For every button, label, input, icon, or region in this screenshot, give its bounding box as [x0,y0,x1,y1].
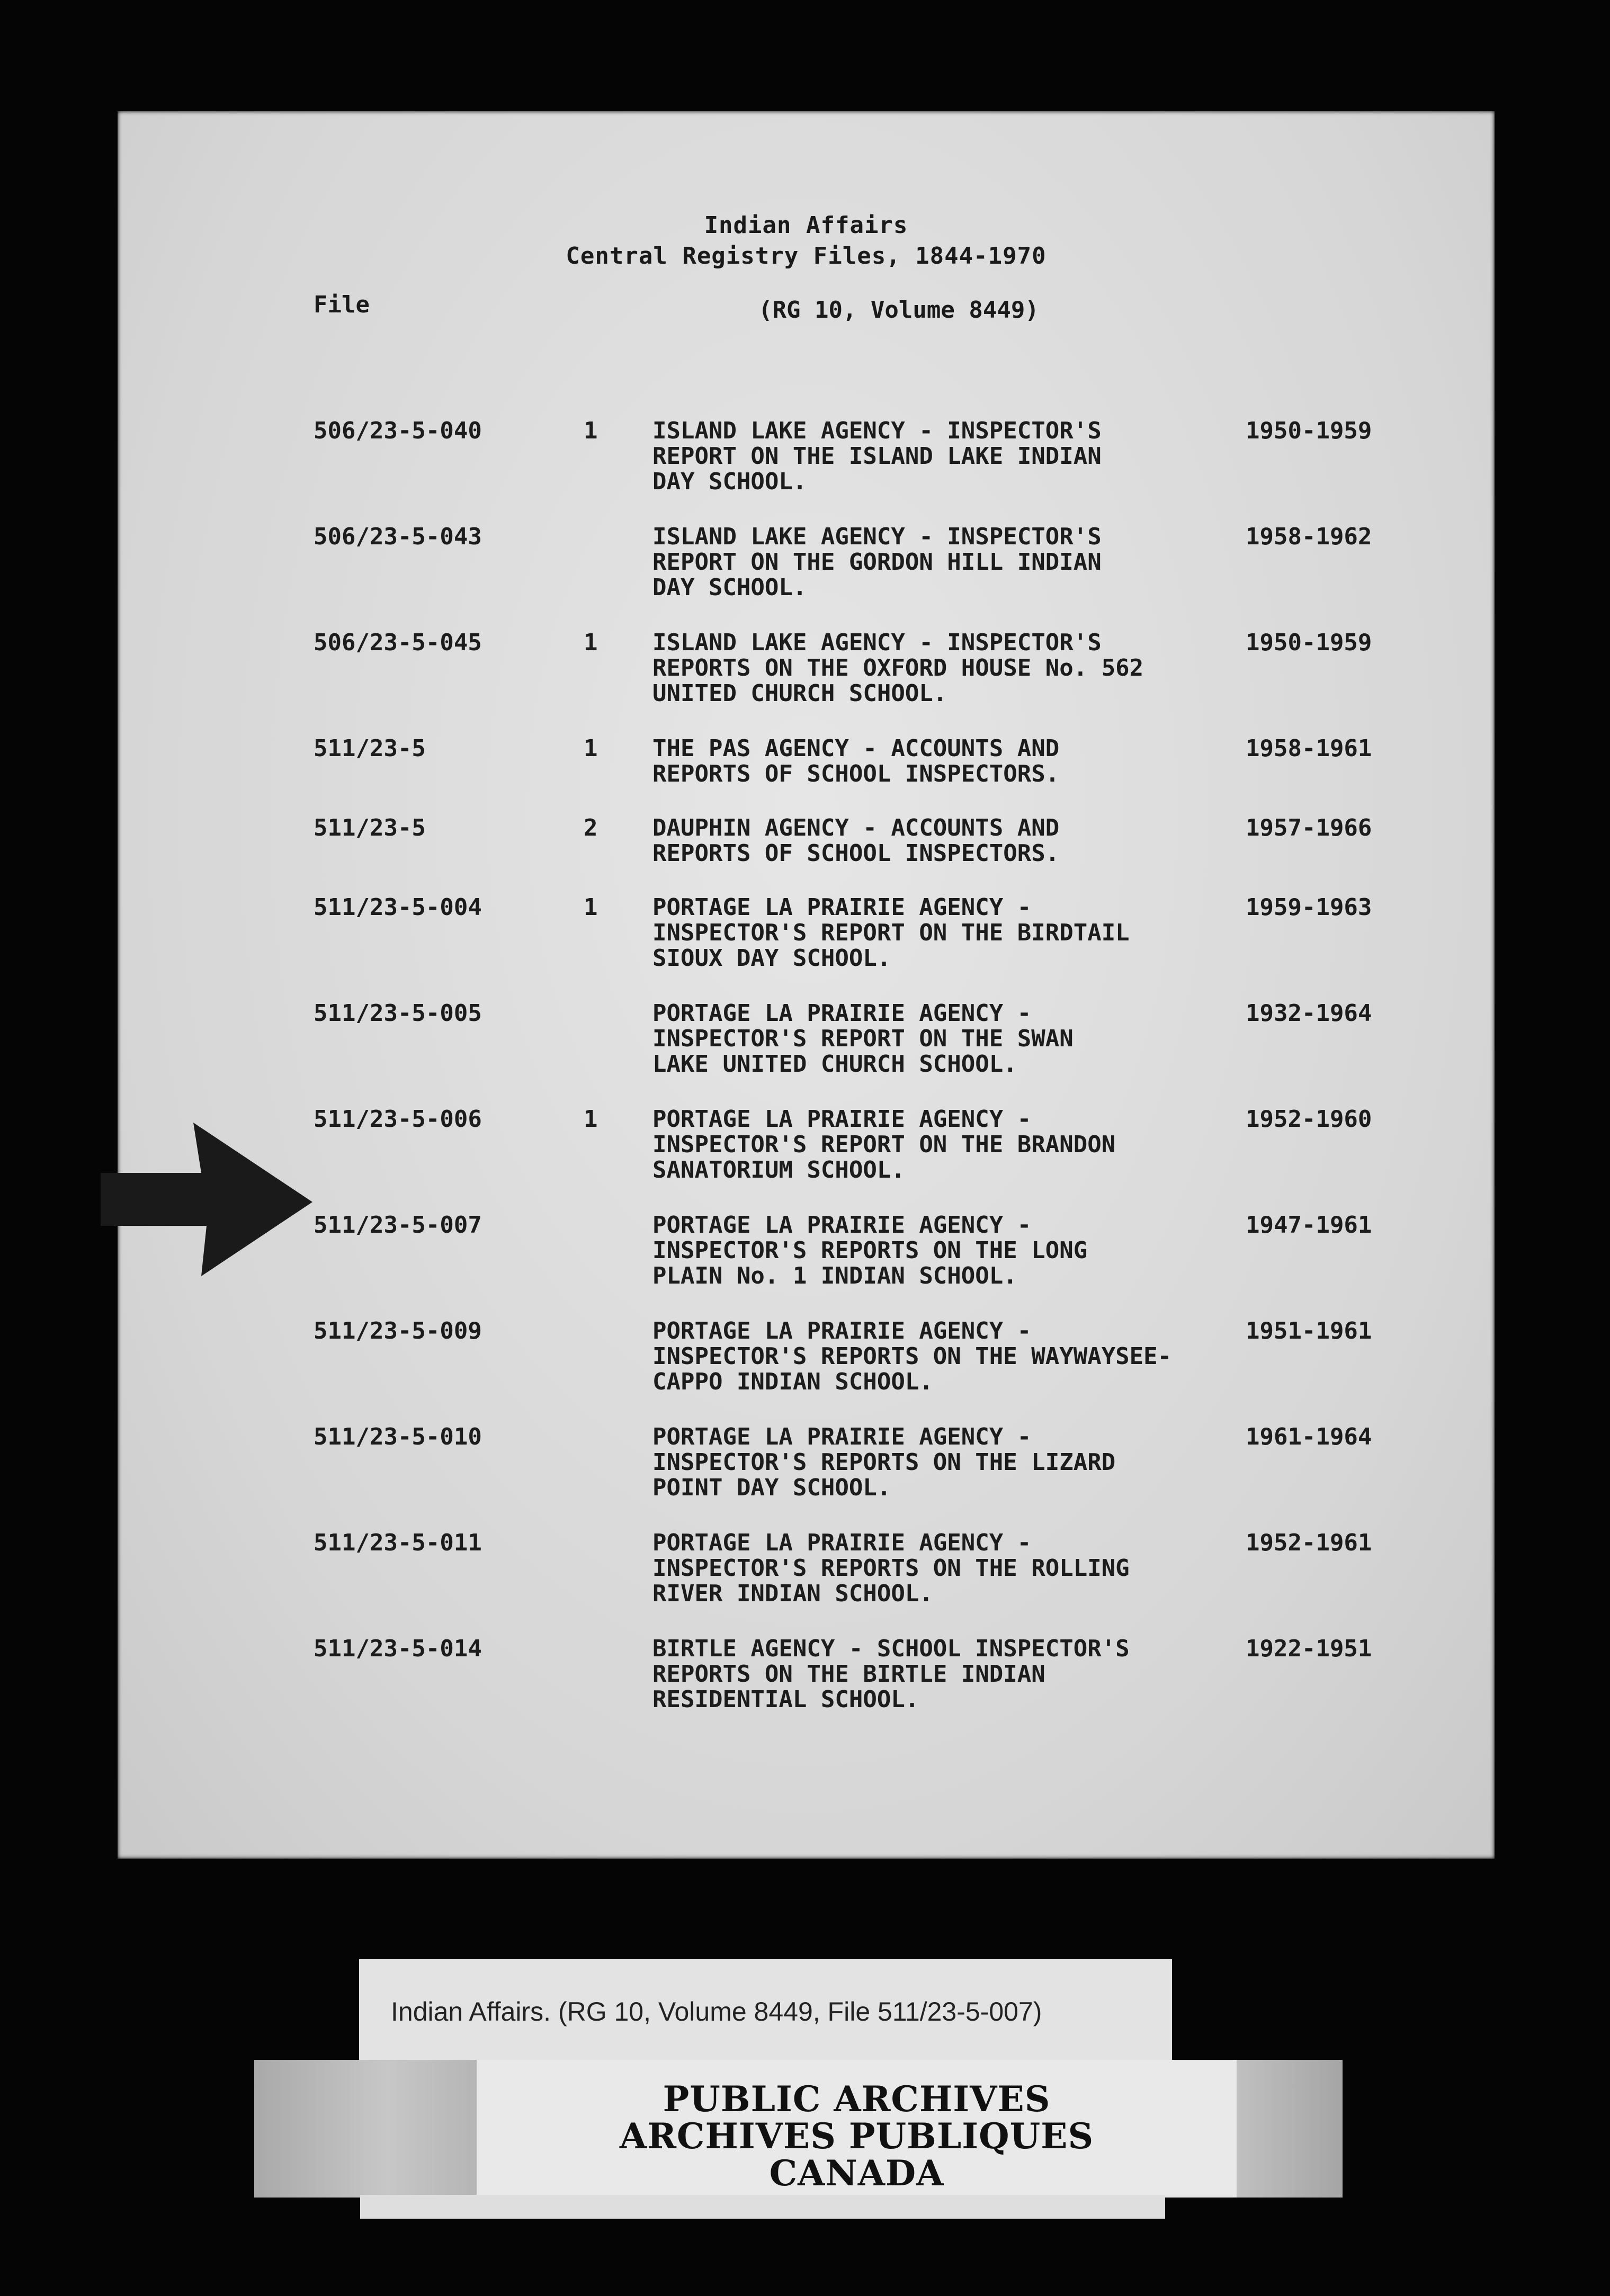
file-description [652,418,1262,495]
description-line: RIVER INDIAN SCHOOL. [652,1580,933,1607]
date-range: 1958-1962 [1246,523,1372,550]
date-range: 1961-1964 [1246,1423,1372,1450]
tape-left [254,2060,477,2198]
file-description [652,1213,1262,1289]
file-description [652,1530,1262,1607]
file-description [652,1636,1262,1712]
file-description [652,1001,1262,1077]
file-number: 511/23-5-006 [314,1106,482,1133]
file-entry [118,1001,1495,1080]
file-number: 511/23-5-004 [314,894,482,921]
stamp-line-3: CANADA [769,2152,944,2194]
file-number: 511/23-5-011 [314,1529,482,1556]
description-line: LAKE UNITED CHURCH SCHOOL. [652,1051,1017,1078]
description-line: REPORTS ON THE BIRTLE INDIAN [652,1661,1045,1688]
stamp-line-1: PUBLIC ARCHIVES [663,2078,1051,2120]
file-number: 511/23-5-014 [314,1635,482,1662]
description-line: SIOUX DAY SCHOOL. [652,945,891,972]
date-range: 1957-1966 [1246,814,1372,841]
bottom-card-edge [360,2195,1165,2219]
date-range: 1950-1959 [1246,629,1372,656]
description-line: INSPECTOR'S REPORTS ON THE LONG [652,1237,1088,1264]
volume-number: 1 [584,629,598,656]
description-line: BIRTLE AGENCY - SCHOOL INSPECTOR'S [652,1635,1130,1662]
description-line: DAY SCHOOL. [652,574,807,601]
date-range: 1952-1961 [1246,1529,1372,1556]
file-reference-text: Indian Affairs. (RG 10, Volume 8449, File 511/23-5-007) [391,1997,1042,2026]
description-line: DAUPHIN AGENCY - ACCOUNTS AND [652,814,1060,841]
file-number: 511/23-5-009 [314,1317,482,1344]
description-line: ISLAND LAKE AGENCY - INSPECTOR'S [652,417,1102,444]
date-range: 1922-1951 [1246,1635,1372,1662]
description-line: UNITED CHURCH SCHOOL. [652,680,947,707]
volume-number: 1 [584,894,598,921]
file-entry [118,736,1495,815]
description-line: PORTAGE LA PRAIRIE AGENCY - [652,1212,1032,1239]
description-line: CAPPO INDIAN SCHOOL. [652,1368,933,1395]
date-range: 1947-1961 [1246,1212,1372,1239]
description-line: PORTAGE LA PRAIRIE AGENCY - [652,1000,1032,1027]
file-label-card [359,1959,1172,2076]
description-line: INSPECTOR'S REPORTS ON THE LIZARD [652,1449,1116,1476]
file-column-label: File [314,291,370,318]
archives-stamp [254,2060,1343,2198]
date-range: 1959-1963 [1246,894,1372,921]
file-description [652,815,1262,866]
file-number: 506/23-5-040 [314,417,482,444]
description-line: REPORT ON THE GORDON HILL INDIAN [652,549,1102,576]
file-number: 506/23-5-045 [314,629,482,656]
description-line: ISLAND LAKE AGENCY - INSPECTOR'S [652,629,1102,656]
description-line: INSPECTOR'S REPORTS ON THE ROLLING [652,1555,1130,1582]
record-group-volume: (RG 10, Volume 8449) [758,297,1039,324]
date-range: 1952-1960 [1246,1106,1372,1133]
description-line: ISLAND LAKE AGENCY - INSPECTOR'S [652,523,1102,550]
file-description [652,736,1262,787]
file-description [652,1319,1262,1395]
description-line: PORTAGE LA PRAIRIE AGENCY - [652,1106,1032,1133]
stamp-panel [477,2060,1237,2198]
description-line: INSPECTOR'S REPORT ON THE SWAN [652,1025,1074,1052]
file-entry [118,630,1495,710]
file-entry [118,815,1495,895]
file-entry [118,1107,1495,1186]
file-entry [118,1530,1495,1610]
file-entry [118,1213,1495,1292]
file-number: 511/23-5 [314,735,426,762]
date-range: 1951-1961 [1246,1317,1372,1344]
volume-number: 1 [584,1106,598,1133]
date-range: 1958-1961 [1246,735,1372,762]
arrow-right-icon [101,1123,312,1276]
file-number: 511/23-5-010 [314,1423,482,1450]
description-line: INSPECTOR'S REPORT ON THE BIRDTAIL [652,919,1130,946]
description-line: REPORT ON THE ISLAND LAKE INDIAN [652,443,1102,470]
header-subtitle: Central Registry Files, 1844-1970 [566,243,1046,270]
description-line: PORTAGE LA PRAIRIE AGENCY - [652,1529,1032,1556]
description-line: PORTAGE LA PRAIRIE AGENCY - [652,894,1032,921]
volume-number: 1 [584,735,598,762]
file-entry [118,1424,1495,1504]
date-range: 1950-1959 [1246,417,1372,444]
description-line: DAY SCHOOL. [652,468,807,495]
file-entry [118,418,1495,498]
description-line: PORTAGE LA PRAIRIE AGENCY - [652,1423,1032,1450]
header-title: Indian Affairs [704,212,908,239]
description-line: RESIDENTIAL SCHOOL. [652,1686,919,1713]
file-description [652,524,1262,600]
stamp-line-2: ARCHIVES PUBLIQUES [619,2115,1094,2157]
description-line: REPORTS OF SCHOOL INSPECTORS. [652,760,1060,787]
tape-right [1237,2060,1343,2198]
date-range: 1932-1964 [1246,1000,1372,1027]
description-line: POINT DAY SCHOOL. [652,1474,891,1501]
volume-number: 1 [584,417,598,444]
file-entry [118,1319,1495,1398]
file-number: 511/23-5-005 [314,1000,482,1027]
file-description [652,630,1262,706]
description-line: PLAIN No. 1 INDIAN SCHOOL. [652,1262,1017,1289]
file-number: 506/23-5-043 [314,523,482,550]
description-line: THE PAS AGENCY - ACCOUNTS AND [652,735,1060,762]
volume-number: 2 [584,814,598,841]
description-line: REPORTS ON THE OXFORD HOUSE No. 562 [652,654,1144,681]
file-number: 511/23-5-007 [314,1212,482,1239]
file-entry [118,1636,1495,1716]
description-line: REPORTS OF SCHOOL INSPECTORS. [652,840,1060,867]
description-line: INSPECTOR'S REPORT ON THE BRANDON [652,1131,1116,1158]
file-description [652,1107,1262,1183]
file-entry [118,895,1495,974]
file-number: 511/23-5 [314,814,426,841]
description-line: SANATORIUM SCHOOL. [652,1156,905,1183]
document-page [118,111,1495,1859]
description-line: PORTAGE LA PRAIRIE AGENCY - [652,1317,1032,1344]
file-description [652,895,1262,971]
description-line: INSPECTOR'S REPORTS ON THE WAYWAYSEE- [652,1343,1172,1370]
file-entry [118,524,1495,604]
file-description [652,1424,1262,1501]
